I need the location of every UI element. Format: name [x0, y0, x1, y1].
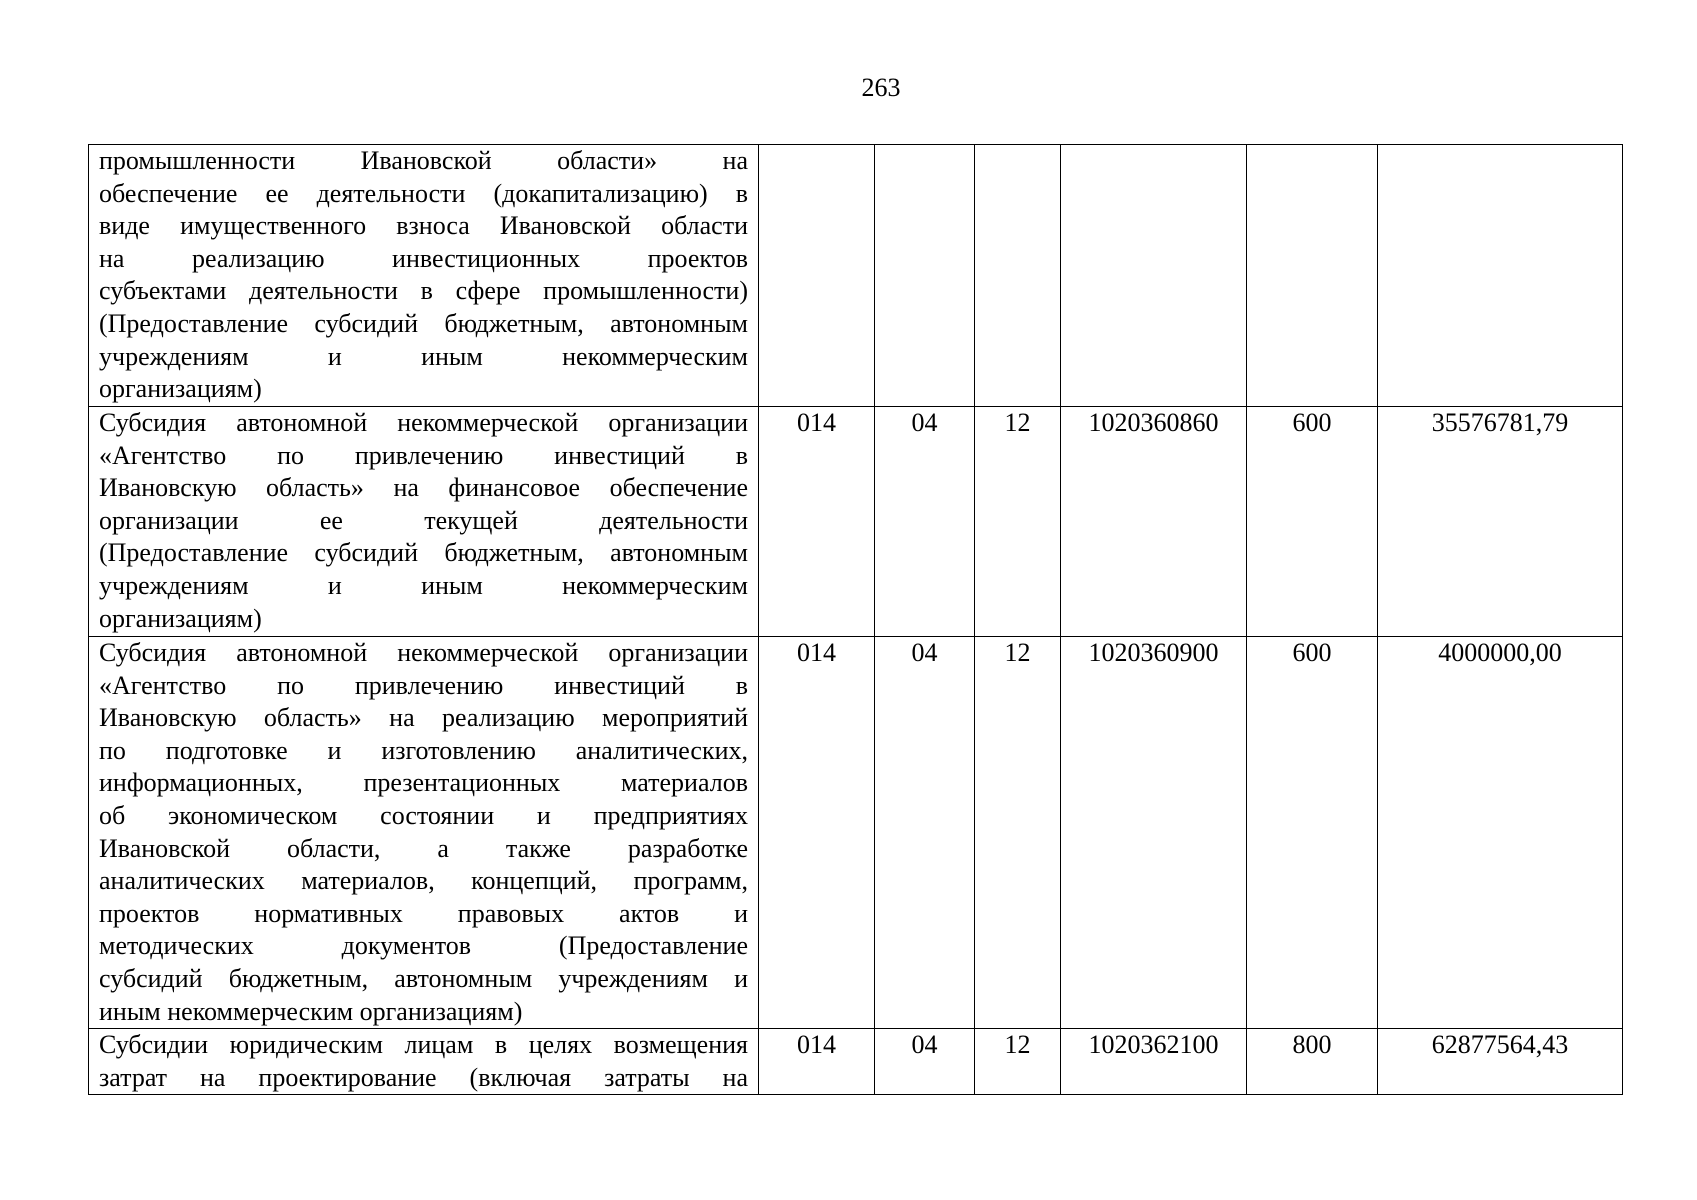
subsection-code-cell: 12 [975, 637, 1061, 1029]
table-row [89, 407, 1623, 637]
table-row [89, 1029, 1623, 1095]
description-line: «Агентство по привлечению инвестиций в [99, 670, 748, 700]
description-line: субъектами деятельности в сфере промышленности) [99, 276, 748, 306]
description-line: Субсидия автономной некоммерческой организации [99, 638, 748, 667]
description-cell [89, 1029, 759, 1095]
subsection-code-cell: 12 [975, 407, 1061, 637]
description-cell [89, 637, 759, 1029]
description-line: об экономическом состоянии и предприятиях [99, 800, 748, 830]
target-article-cell: 1020362100 [1061, 1029, 1247, 1095]
target-article-cell: 1020360860 [1061, 407, 1247, 637]
description-line: учреждениям и иным некоммерческим [99, 570, 748, 600]
section-code-cell [875, 145, 975, 407]
description-line: Субсидии юридическим лицам в целях возмещения [99, 1030, 748, 1060]
description-line: (Предоставление субсидий бюджетным, автономным [99, 538, 748, 568]
subsection-code-cell [975, 145, 1061, 407]
description-line: субсидий бюджетным, автономным учреждениям и [99, 963, 748, 993]
ministry-code-cell: 014 [759, 637, 875, 1029]
description-line: (Предоставление субсидий бюджетным, автономным [99, 308, 748, 338]
expense-type-cell: 600 [1247, 637, 1378, 1029]
description-line: методических документов (Предоставление [99, 931, 748, 961]
description-line: аналитических материалов, концепций, программ, [99, 866, 748, 896]
description-line: иным некоммерческим организациям) [99, 996, 523, 1026]
ministry-code-cell: 014 [759, 1029, 875, 1095]
description-line: по подготовке и изготовлению аналитических, [99, 735, 748, 765]
description-line: виде имущественного взноса Ивановской области [99, 211, 748, 241]
ministry-code-cell [759, 145, 875, 407]
expense-type-cell: 600 [1247, 407, 1378, 637]
description-line: Ивановской области, а также разработке [99, 833, 748, 863]
description-line: организациям) [99, 374, 262, 404]
subsection-code-cell: 12 [975, 1029, 1061, 1095]
page-number: 263 [861, 73, 901, 102]
description-line: затрат на проектирование (включая затраты на [99, 1062, 748, 1092]
amount-cell: 62877564,43 [1378, 1029, 1623, 1095]
section-code-cell: 04 [875, 407, 975, 637]
description-line: обеспечение ее деятельности (докапитализацию) в [99, 178, 748, 208]
expense-type-cell [1247, 145, 1378, 407]
amount-cell [1378, 145, 1623, 407]
amount-cell: 35576781,79 [1378, 407, 1623, 637]
section-code-cell: 04 [875, 637, 975, 1029]
target-article-cell [1061, 145, 1247, 407]
description-line: информационных, презентационных материалов [99, 768, 748, 798]
table-row [89, 145, 1623, 407]
description-line: организациям) [99, 603, 262, 633]
description-line: Ивановскую область» на реализацию мероприятий [99, 703, 748, 733]
description-cell [89, 407, 759, 637]
description-line: «Агентство по привлечению инвестиций в [99, 440, 748, 470]
description-line: учреждениям и иным некоммерческим [99, 341, 748, 371]
description-cell [89, 145, 759, 407]
description-line: Ивановскую область» на финансовое обеспечение [99, 473, 748, 503]
description-line: Субсидия автономной некоммерческой организации [99, 408, 748, 437]
description-line: проектов нормативных правовых актов и [99, 898, 748, 928]
description-line: промышленности Ивановской области» на [99, 146, 748, 175]
table-row [89, 637, 1623, 1029]
section-code-cell: 04 [875, 1029, 975, 1095]
table-body [89, 145, 1623, 1095]
ministry-code-cell: 014 [759, 407, 875, 637]
description-line: организации ее текущей деятельности [99, 505, 748, 535]
budget-table [88, 144, 1623, 1095]
expense-type-cell: 800 [1247, 1029, 1378, 1095]
amount-cell: 4000000,00 [1378, 637, 1623, 1029]
target-article-cell: 1020360900 [1061, 637, 1247, 1029]
description-line: на реализацию инвестиционных проектов [99, 243, 748, 273]
